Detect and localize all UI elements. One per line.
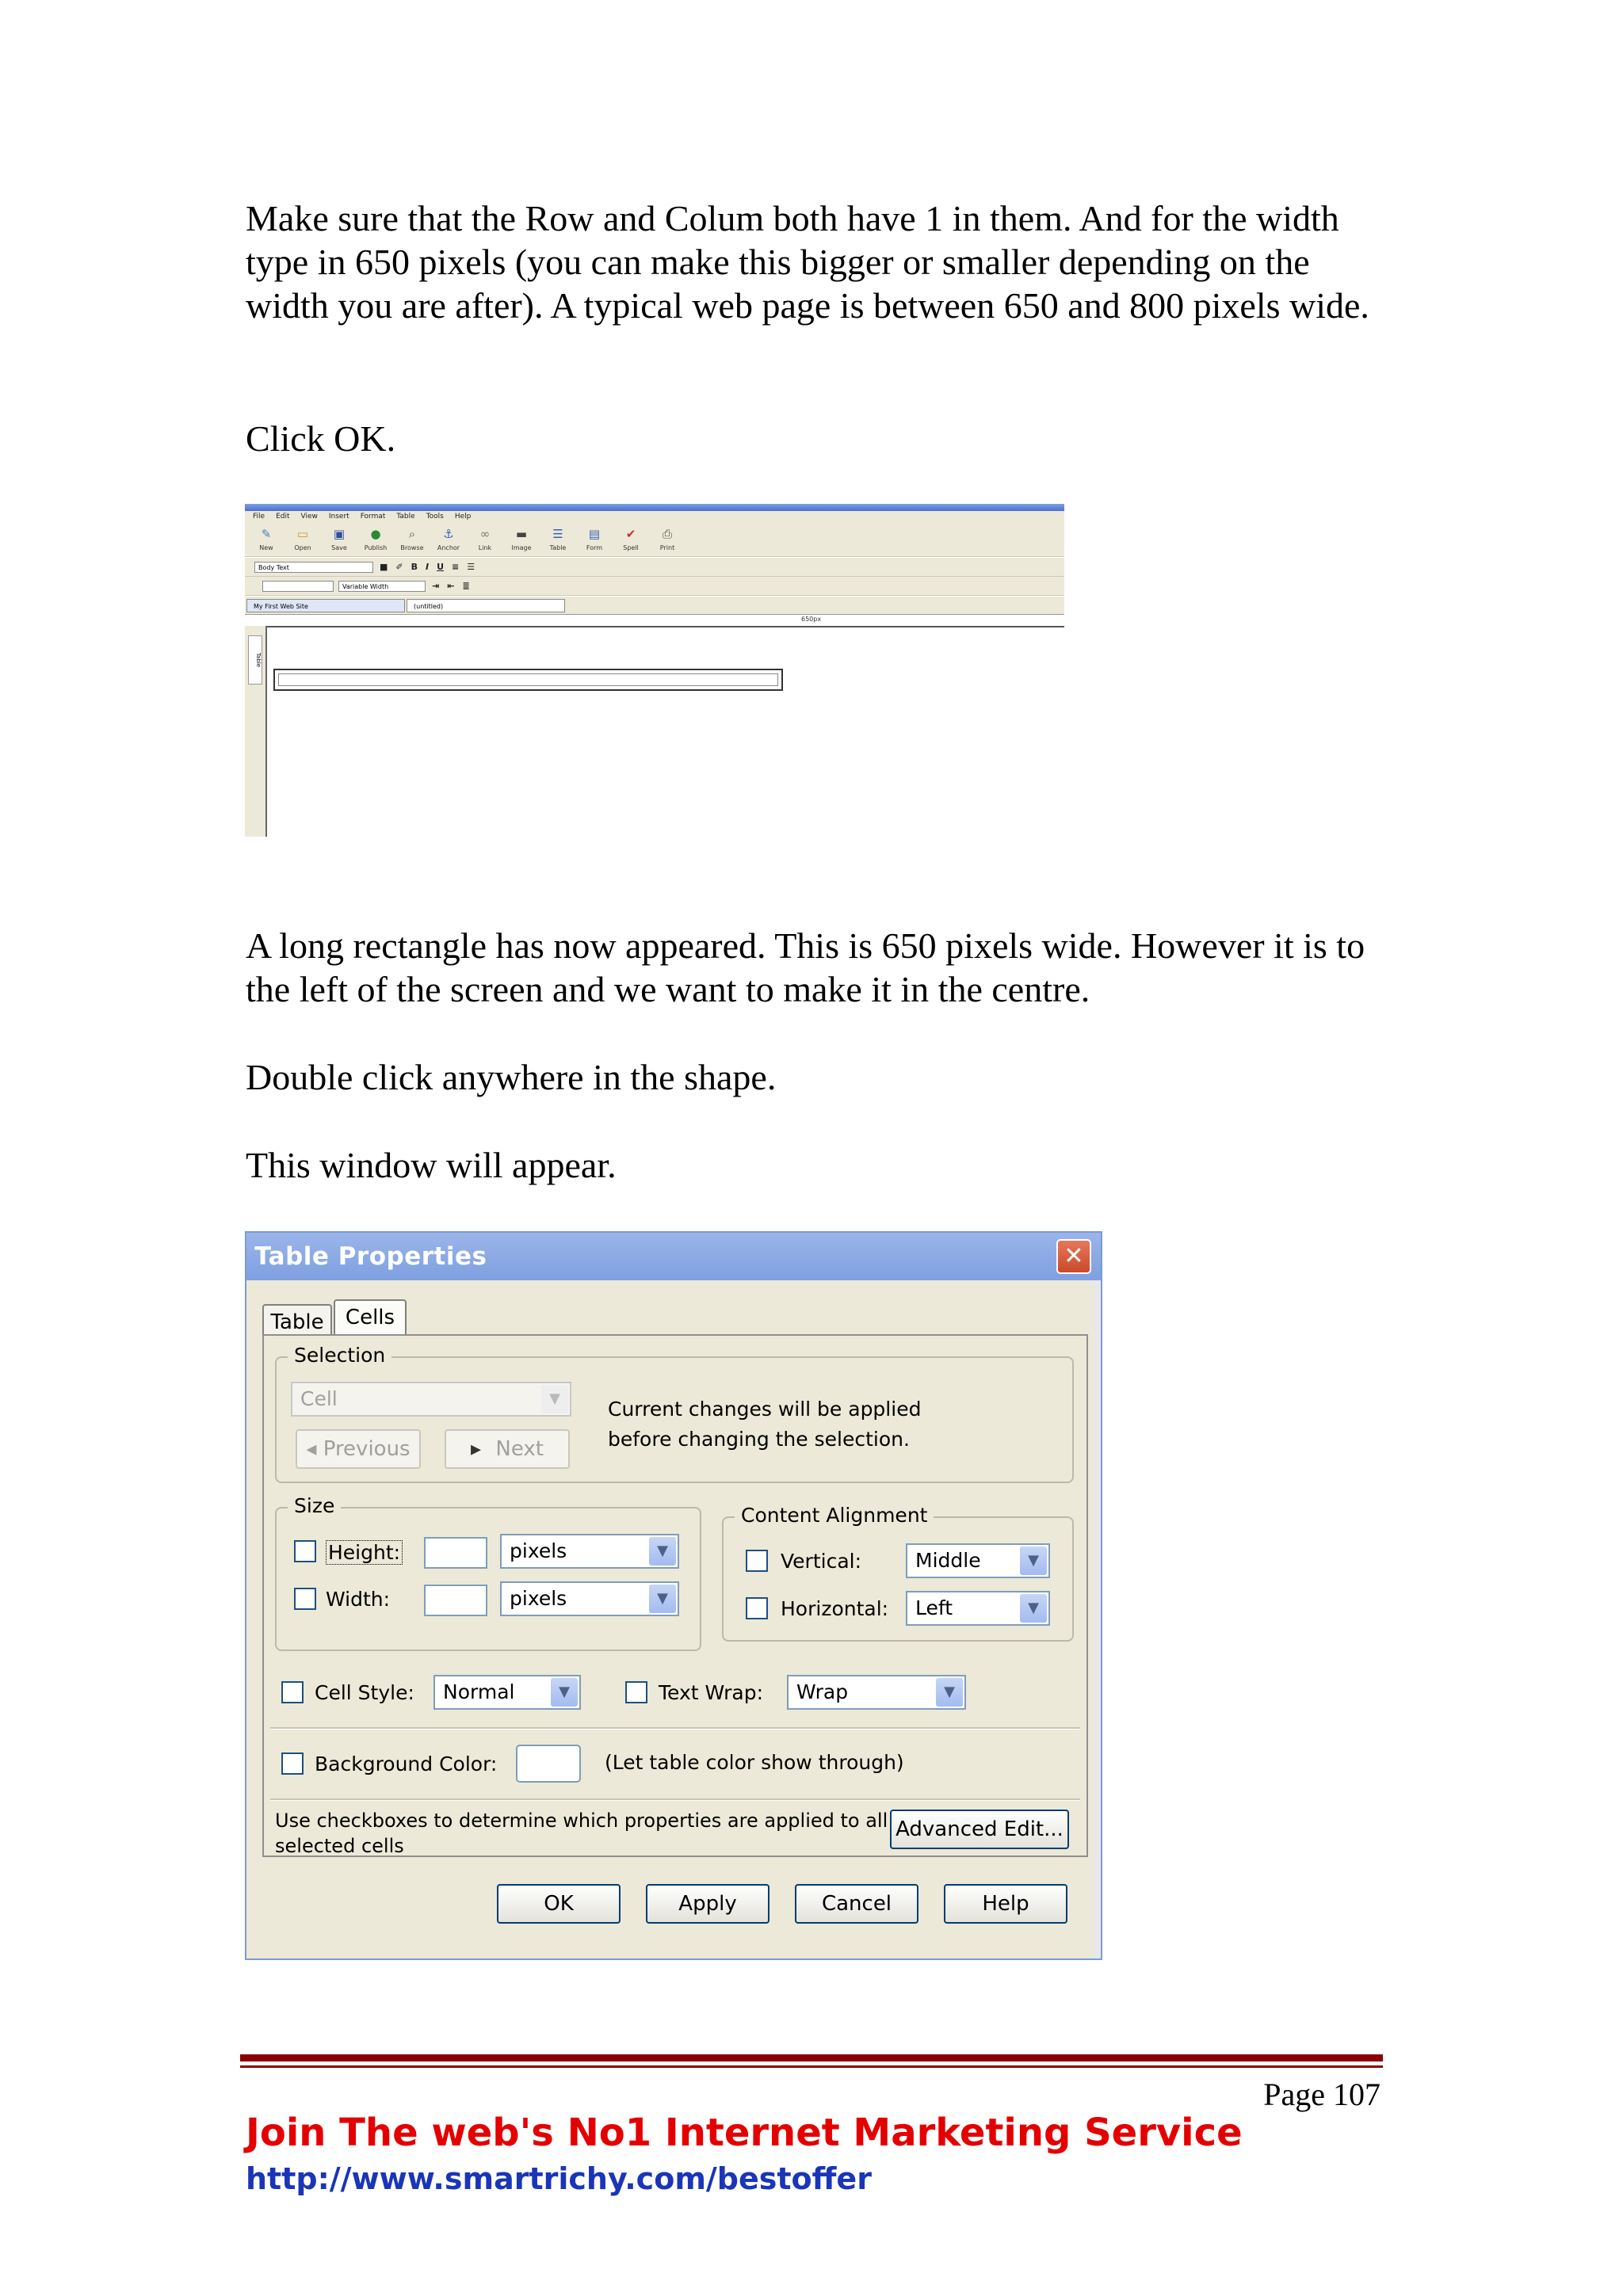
text-color-icon[interactable]: ■ xyxy=(380,562,388,572)
toolbar-image-label: Image xyxy=(511,544,532,551)
paragraph-rectangle-appeared: A long rectangle has now appeared. This is 650 pixels wide. However it is to the left of the screen and we want to make it in the centre. xyxy=(246,925,1365,1009)
toolbar-spell-button[interactable] xyxy=(616,522,646,551)
underline-button[interactable]: U xyxy=(437,562,445,572)
next-label: Next xyxy=(495,1437,544,1461)
chevron-down-icon: ▼ xyxy=(1020,1547,1047,1575)
editor-layout-toolbar xyxy=(245,577,1064,596)
anchor-icon: ⚓ xyxy=(443,527,454,541)
toolbar-save-label: Save xyxy=(331,544,347,551)
toolbar-print-label: Print xyxy=(659,544,675,551)
height-label: Height: xyxy=(326,1540,403,1565)
toolbar-table-label: Table xyxy=(549,544,567,551)
editor-format-toolbar xyxy=(245,558,1064,577)
globe-icon: ● xyxy=(370,527,381,541)
hint-line1: Use checkboxes to determine which properties are applied to all xyxy=(275,1810,888,1832)
table-properties-dialog xyxy=(245,1231,1102,1960)
italic-button[interactable]: I xyxy=(426,562,430,572)
page-number: Page 107 xyxy=(1263,2077,1381,2112)
chevron-down-icon: ▼ xyxy=(551,1678,578,1707)
cancel-button[interactable]: Cancel xyxy=(795,1884,918,1924)
outdent-icon[interactable]: ⇤ xyxy=(447,581,455,591)
paragraph-style-select[interactable]: Body Text xyxy=(254,562,373,573)
indent-icon[interactable]: ⇥ xyxy=(432,581,440,591)
background-color-swatch-button[interactable] xyxy=(516,1745,581,1783)
selection-cell-dropdown xyxy=(291,1382,571,1417)
inserted-table-rectangle[interactable] xyxy=(273,669,783,691)
width-mode-select[interactable]: Variable Width xyxy=(338,581,426,592)
chevron-down-icon: ▼ xyxy=(1020,1594,1047,1623)
width-checkbox[interactable] xyxy=(294,1588,316,1610)
tab-cells[interactable]: Cells xyxy=(334,1299,407,1334)
link-icon: ∞ xyxy=(479,527,491,541)
menu-view[interactable]: View xyxy=(300,513,318,521)
vertical-ruler xyxy=(245,626,267,837)
promo-headline: Join The web's No1 Internet Marketing Service xyxy=(246,2111,1243,2155)
separator xyxy=(270,1727,1080,1730)
vertical-label: Vertical: xyxy=(781,1550,862,1573)
previous-label: Previous xyxy=(323,1437,411,1461)
site-tab[interactable]: My First Web Site xyxy=(246,599,405,612)
paragraph-window-appear: This window will appear. xyxy=(246,1145,617,1185)
editor-main-toolbar xyxy=(245,522,1064,557)
save-disk-icon: ▣ xyxy=(333,527,346,541)
bold-button[interactable]: B xyxy=(411,562,418,572)
new-page-icon: ✎ xyxy=(261,527,272,541)
text-wrap-select[interactable] xyxy=(787,1675,966,1710)
help-button[interactable]: Help xyxy=(944,1884,1067,1924)
vertical-align-select[interactable] xyxy=(906,1543,1050,1578)
toolbar-anchor-button[interactable] xyxy=(433,522,464,551)
editor-document-tabs xyxy=(245,597,1064,615)
selection-legend: Selection xyxy=(288,1344,391,1367)
background-color-label: Background Color: xyxy=(315,1753,498,1775)
cell-style-checkbox[interactable] xyxy=(281,1681,304,1703)
toolbar-form-button[interactable] xyxy=(579,522,609,551)
footer-rule-thick xyxy=(240,2054,1383,2061)
document-tab[interactable]: (untitled) xyxy=(407,599,565,612)
menu-file[interactable]: File xyxy=(253,513,265,521)
toolbar-open-button[interactable] xyxy=(288,522,318,551)
content-alignment-group xyxy=(722,1504,1074,1642)
menu-table[interactable]: Table xyxy=(396,513,415,521)
toolbar-browse-button[interactable] xyxy=(397,522,427,551)
font-select[interactable] xyxy=(262,581,334,592)
menu-edit[interactable]: Edit xyxy=(276,513,290,521)
advanced-edit-button[interactable]: Advanced Edit... xyxy=(890,1810,1069,1849)
toolbar-new-button[interactable] xyxy=(251,522,281,551)
text-wrap-label: Text Wrap: xyxy=(659,1681,763,1704)
toolbar-publish-label: Publish xyxy=(364,544,388,551)
horizontal-label: Horizontal: xyxy=(781,1597,889,1620)
caret-left-icon: ◂ xyxy=(306,1437,317,1461)
hint-line2: selected cells xyxy=(275,1835,404,1857)
toolbar-link-button[interactable] xyxy=(470,522,500,551)
footer-rule-thin xyxy=(240,2065,1383,2068)
paragraph-row-column-width: Make sure that the Row and Colum both have 1 in them. And for the width type in 650 pixels (you can make this bigger or smaller depending on the width you are after). A typical web page is between 650 and 800 pixels wide. xyxy=(246,198,1369,326)
toolbar-spell-label: Spell xyxy=(623,544,639,551)
toolbar-save-button[interactable] xyxy=(324,522,354,551)
height-checkbox[interactable] xyxy=(294,1540,316,1562)
menu-tools[interactable]: Tools xyxy=(426,513,444,521)
chevron-down-icon: ▼ xyxy=(649,1537,676,1566)
side-table-tab[interactable]: Table xyxy=(248,635,262,685)
width-unit-select[interactable] xyxy=(500,1581,679,1616)
toolbar-new-label: New xyxy=(259,544,273,551)
spell-check-icon: ✔ xyxy=(625,527,636,541)
cell-style-label: Cell Style: xyxy=(315,1681,414,1704)
table-icon: ☰ xyxy=(552,527,563,541)
close-button[interactable] xyxy=(1056,1239,1091,1274)
ruler-width-label: 650px xyxy=(801,616,822,623)
toolbar-image-button[interactable] xyxy=(506,522,537,551)
promo-link[interactable]: http://www.smartrichy.com/bestoffer xyxy=(246,2161,872,2196)
width-unit-value: pixels xyxy=(510,1587,567,1610)
width-input[interactable] xyxy=(424,1585,487,1616)
horizontal-align-value: Left xyxy=(915,1596,953,1619)
dialog-titlebar[interactable] xyxy=(246,1233,1101,1280)
image-icon: ▬ xyxy=(515,527,528,541)
previous-button xyxy=(296,1429,421,1469)
toolbar-table-button[interactable] xyxy=(543,522,573,551)
editor-titlebar xyxy=(245,504,1064,511)
toolbar-print-button[interactable] xyxy=(652,522,682,551)
center-icon[interactable]: ≣ xyxy=(462,581,470,591)
align-icon[interactable]: ☰ xyxy=(467,562,475,572)
chevron-down-icon: ▼ xyxy=(936,1678,963,1707)
menu-help[interactable]: Help xyxy=(454,513,472,521)
content-alignment-legend: Content Alignment xyxy=(735,1504,934,1527)
text-wrap-value: Wrap xyxy=(796,1680,849,1703)
vertical-align-value: Middle xyxy=(915,1549,981,1572)
toolbar-browse-label: Browse xyxy=(400,544,424,551)
toolbar-open-label: Open xyxy=(294,544,311,551)
chevron-down-icon: ▼ xyxy=(541,1385,568,1413)
list-icon[interactable]: ≡ xyxy=(452,562,460,572)
menu-insert[interactable]: Insert xyxy=(328,513,349,521)
selection-group xyxy=(275,1344,1074,1483)
width-label: Width: xyxy=(326,1588,391,1611)
background-color-note: (Let table color show through) xyxy=(605,1751,904,1774)
size-group xyxy=(275,1494,701,1651)
selection-cell-value: Cell xyxy=(300,1387,338,1410)
selection-note-line2: before changing the selection. xyxy=(608,1428,910,1451)
open-folder-icon: ▭ xyxy=(296,527,309,541)
separator xyxy=(270,1798,1080,1801)
editor-screenshot xyxy=(245,504,1064,837)
form-icon: ▤ xyxy=(588,527,601,541)
toolbar-publish-button[interactable] xyxy=(361,522,391,551)
background-color-checkbox[interactable] xyxy=(281,1753,304,1775)
ok-button[interactable]: OK xyxy=(497,1884,621,1924)
selection-note-line1: Current changes will be applied xyxy=(608,1398,922,1421)
cells-tab-panel xyxy=(262,1334,1088,1857)
paragraph-click-ok: Click OK. xyxy=(246,418,396,459)
toolbar-form-label: Form xyxy=(586,544,603,551)
text-wrap-checkbox[interactable] xyxy=(625,1681,647,1703)
vertical-checkbox[interactable] xyxy=(746,1550,768,1572)
height-input[interactable] xyxy=(424,1537,487,1569)
highlight-icon[interactable]: ✐ xyxy=(395,562,403,572)
paragraph-double-click: Double click anywhere in the shape. xyxy=(246,1057,777,1097)
caret-right-icon: ▸ xyxy=(471,1437,482,1461)
cell-style-select[interactable] xyxy=(433,1675,581,1710)
close-icon: ✕ xyxy=(1064,1242,1084,1270)
height-unit-value: pixels xyxy=(510,1539,567,1562)
editor-menubar xyxy=(245,511,1064,522)
cell-style-value: Normal xyxy=(443,1680,515,1703)
printer-icon: ⎙ xyxy=(662,527,672,541)
size-legend: Size xyxy=(288,1494,341,1517)
next-button xyxy=(445,1429,570,1469)
magnifier-icon: ⌕ xyxy=(408,527,416,541)
tab-table[interactable]: Table xyxy=(262,1304,332,1336)
toolbar-link-label: Link xyxy=(478,544,492,551)
horizontal-checkbox[interactable] xyxy=(746,1597,768,1619)
background-window-strip xyxy=(1093,1280,1101,1958)
apply-button[interactable]: Apply xyxy=(646,1884,769,1924)
dialog-title: Table Properties xyxy=(254,1242,487,1271)
chevron-down-icon: ▼ xyxy=(649,1585,676,1613)
horizontal-align-select[interactable] xyxy=(906,1591,1050,1626)
toolbar-anchor-label: Anchor xyxy=(437,544,460,551)
menu-format[interactable]: Format xyxy=(360,513,386,521)
height-unit-select[interactable] xyxy=(500,1534,679,1569)
horizontal-ruler xyxy=(261,615,1064,627)
